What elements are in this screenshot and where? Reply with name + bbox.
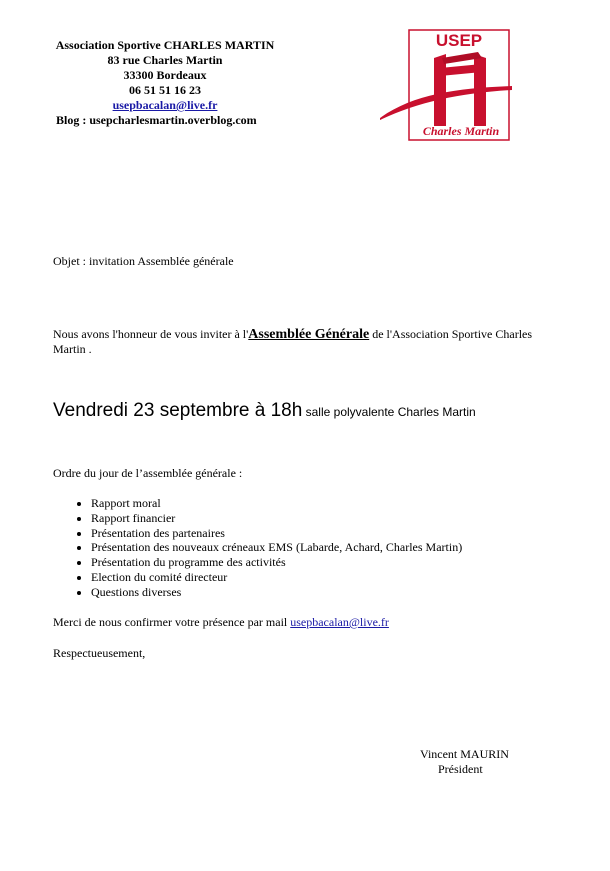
confirmation-email-link[interactable]: usepbacalan@live.fr xyxy=(290,615,389,629)
letterhead xyxy=(40,38,290,128)
phone-number: 06 51 51 16 23 xyxy=(129,83,201,97)
logo-top-text: USEP xyxy=(435,31,483,50)
intro-after: de l'Association Sportive Charles Martin . xyxy=(53,327,533,356)
list-item: • Présentation des partenaires xyxy=(91,526,462,541)
event-line xyxy=(53,400,476,422)
list-item: • Rapport financier xyxy=(91,511,462,526)
street-address: 83 rue Charles Martin xyxy=(107,53,223,67)
intro-before: Nous avons l'honneur de vous inviter à l' xyxy=(53,327,249,341)
agenda-list xyxy=(53,496,462,600)
confirmation-text: Merci de nous confirmer votre présence par mail xyxy=(53,615,291,629)
list-item: • Rapport moral xyxy=(91,496,462,511)
list-item: • Présentation du programme des activités xyxy=(91,555,462,570)
closing-greeting: Respectueusement, xyxy=(53,646,146,660)
intro-highlight: Assemblée Générale xyxy=(248,327,370,342)
signature-block xyxy=(420,747,509,777)
list-item: • Election du comité directeur xyxy=(91,570,462,585)
event-date-time: Vendredi 23 septembre à 18h xyxy=(53,400,303,421)
letter-subject: Objet : invitation Assemblée générale xyxy=(53,254,234,268)
blog-address: Blog : usepcharlesmartin.overblog.com xyxy=(56,113,257,127)
list-item: • Présentation des nouveaux créneaux EMS (Labarde, Achard, Charles Martin) xyxy=(91,540,462,555)
association-name: Association Sportive CHARLES MARTIN xyxy=(55,38,275,52)
confirmation-line xyxy=(53,615,389,630)
city-address: 33300 Bordeaux xyxy=(123,68,207,82)
signer-name: Vincent MAURIN xyxy=(420,747,509,761)
logo-bottom-text: Charles Martin xyxy=(422,124,500,138)
event-place: salle polyvalente Charles Martin xyxy=(302,405,476,419)
header-email-link[interactable]: usepbacalan@live.fr xyxy=(112,98,218,112)
signer-role: Président xyxy=(438,762,483,776)
list-item: • Questions diverses xyxy=(91,585,462,600)
agenda-title: Ordre du jour de l’assemblée générale : xyxy=(53,466,243,480)
usep-logo xyxy=(378,28,514,146)
invitation-paragraph xyxy=(53,327,553,357)
